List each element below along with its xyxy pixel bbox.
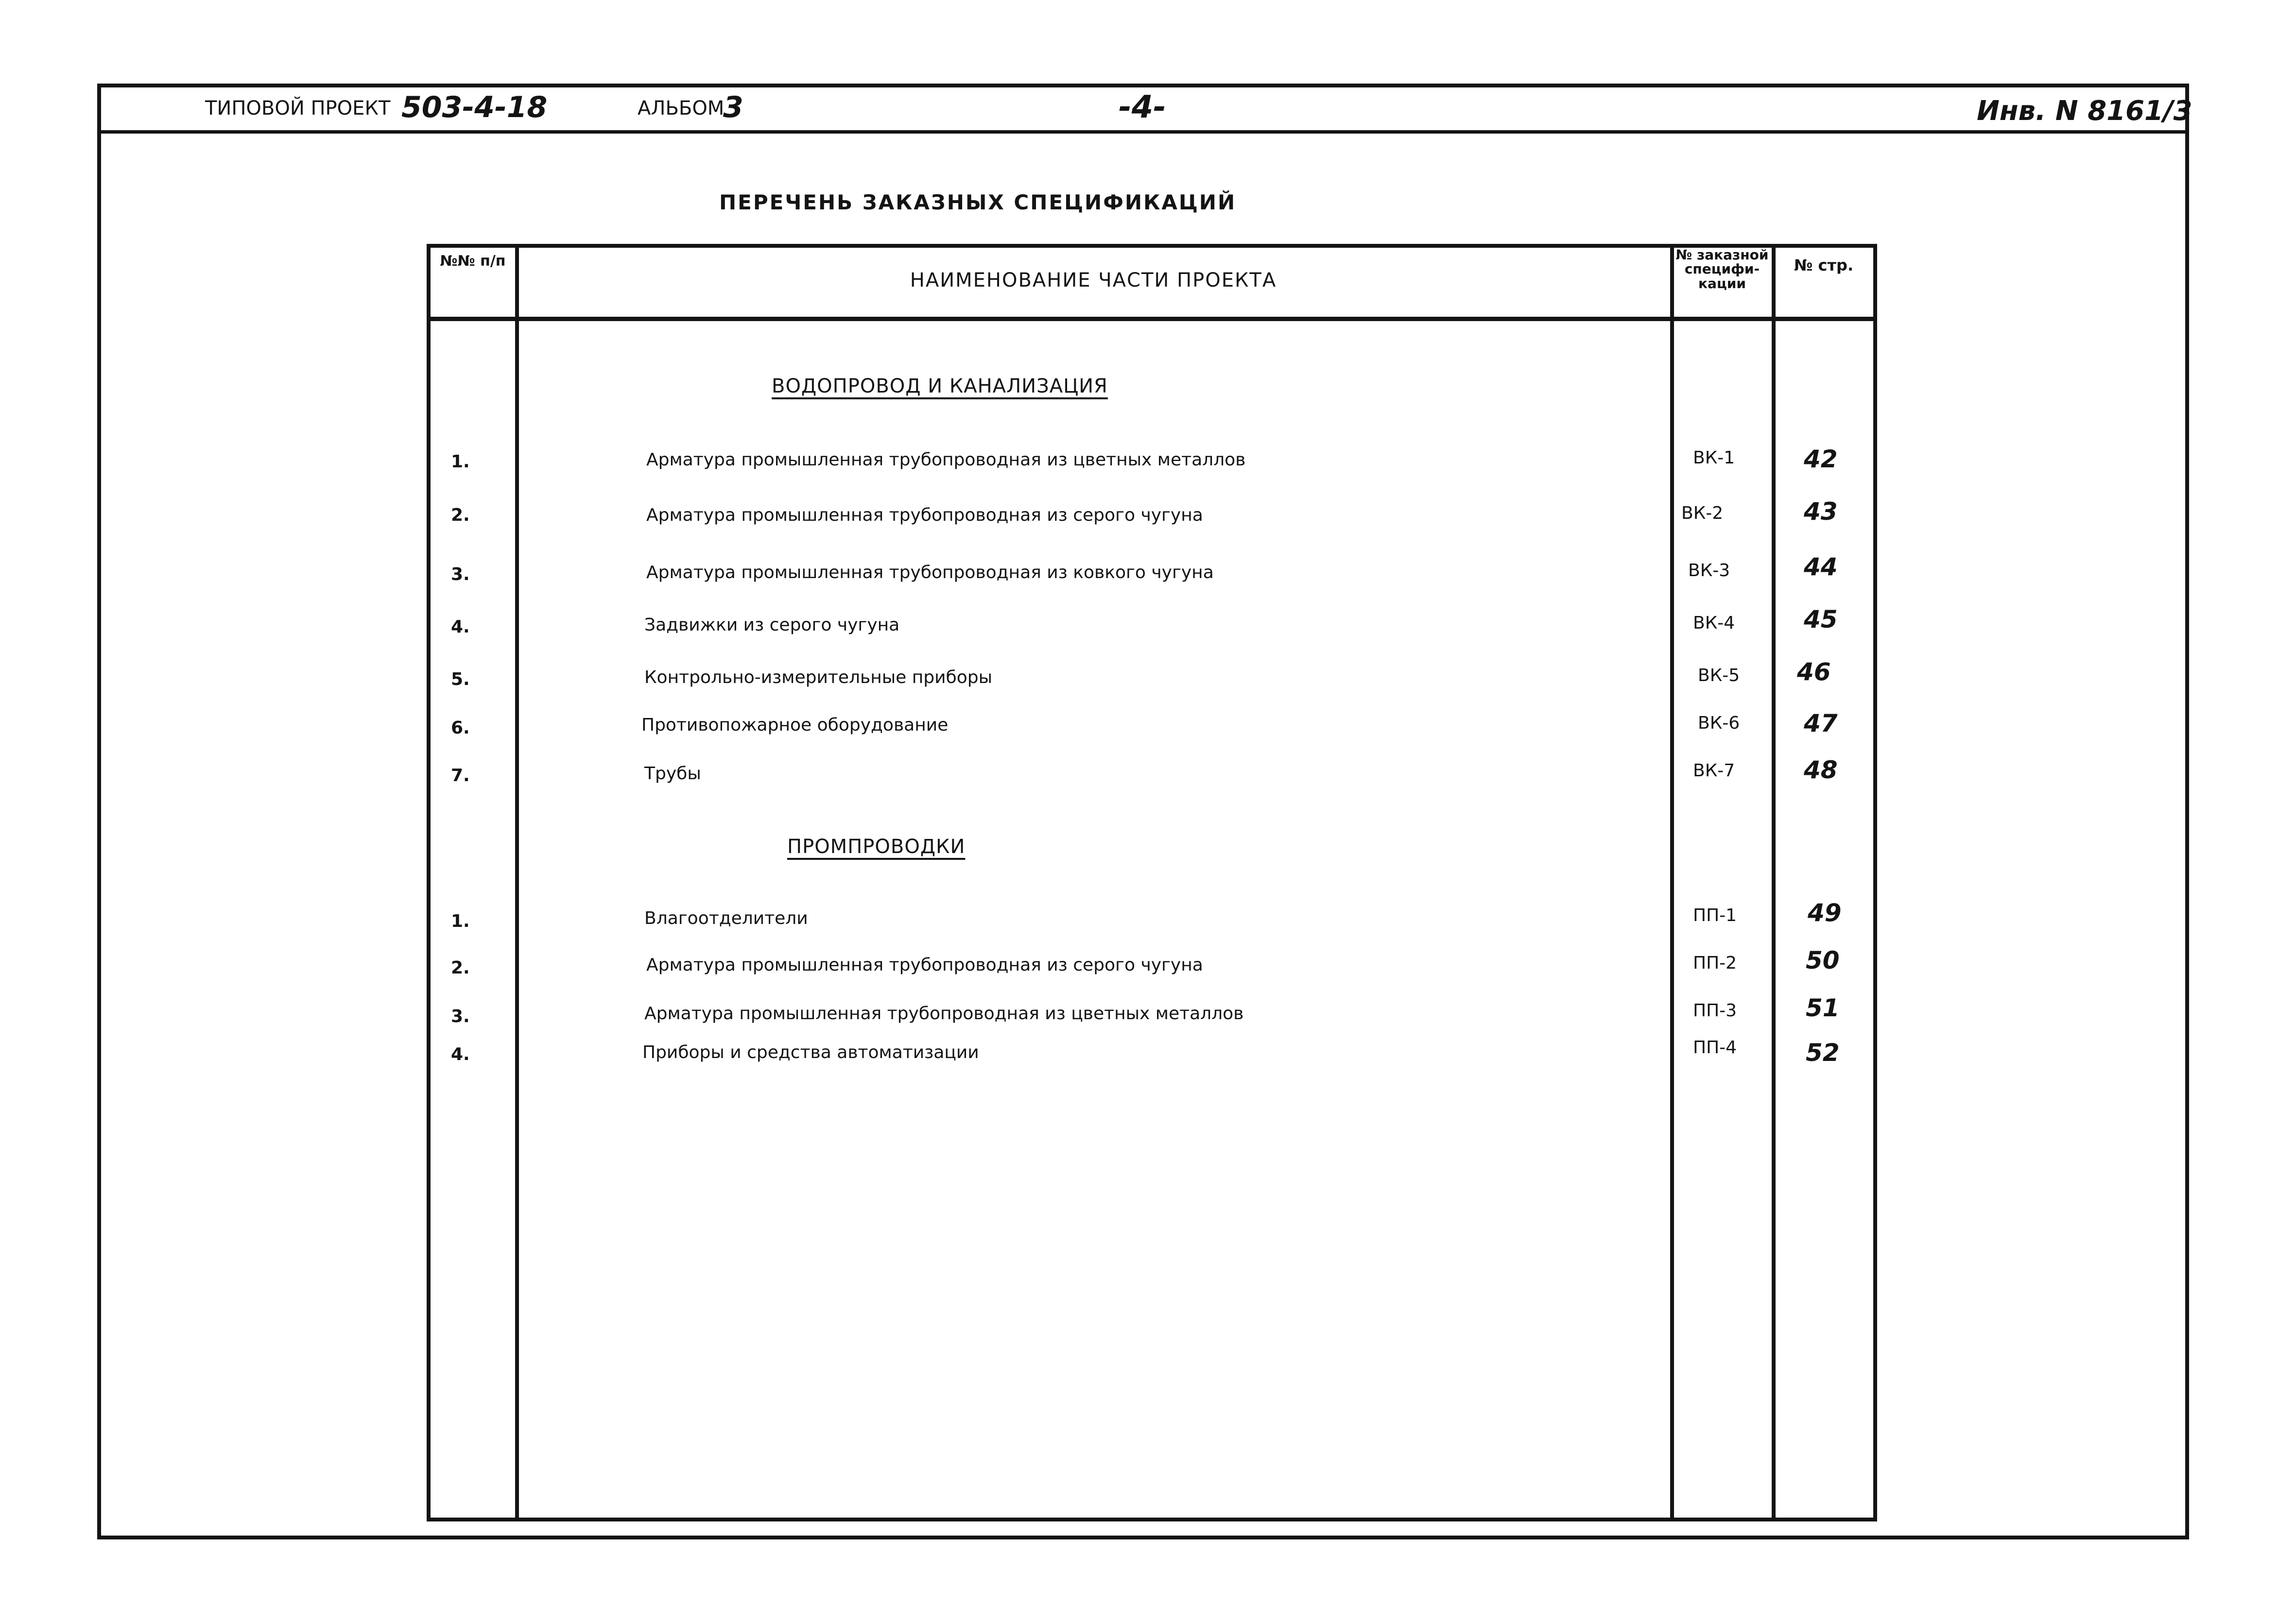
- specifications-table: [427, 244, 1877, 1521]
- row-page: 49: [1808, 899, 1842, 927]
- row-spec: ПП-1: [1693, 906, 1737, 925]
- row-spec: ВК-7: [1693, 761, 1735, 781]
- row-spec: ВК-3: [1688, 561, 1730, 581]
- row-name: Трубы: [644, 764, 701, 784]
- row-name: Арматура промышленная трубопроводная из серого чугуна: [646, 955, 1203, 975]
- row-page: 42: [1804, 445, 1838, 473]
- row-spec: ВК-1: [1693, 448, 1735, 468]
- row-spec: ВК-6: [1698, 713, 1740, 733]
- row-number: 2.: [451, 958, 470, 978]
- row-spec: ВК-4: [1693, 613, 1735, 633]
- row-name: Арматура промышленная трубопроводная из цветных металлов: [646, 450, 1246, 470]
- column-divider: [1670, 244, 1674, 1521]
- row-page: 44: [1804, 553, 1838, 581]
- project-number: 503-4-18: [401, 90, 548, 124]
- row-name: Арматура промышленная трубопроводная из серого чугуна: [646, 505, 1203, 525]
- header-row-divider: [427, 317, 1877, 321]
- header-divider: [97, 130, 2189, 134]
- row-number: 3.: [451, 1007, 470, 1026]
- row-spec: ВК-5: [1698, 666, 1740, 685]
- row-page: 52: [1806, 1039, 1840, 1067]
- row-number: 6.: [451, 718, 470, 738]
- row-number: 7.: [451, 766, 470, 786]
- row-number: 4.: [451, 1044, 470, 1064]
- section-title: ПРОМПРОВОДКИ: [787, 836, 966, 858]
- row-name: Приборы и средства автоматизации: [642, 1042, 979, 1062]
- row-page: 50: [1806, 946, 1840, 974]
- header-page: № стр.: [1794, 256, 1854, 274]
- row-name: Арматура промышленная трубопроводная из цветных металлов: [644, 1004, 1244, 1024]
- row-name: Контрольно-измерительные приборы: [644, 667, 993, 687]
- album-label: АЛЬБОМ: [638, 97, 725, 120]
- row-page: 43: [1804, 497, 1838, 526]
- row-number: 3.: [451, 564, 470, 584]
- album-number: 3: [723, 90, 743, 124]
- project-label: ТИПОВОЙ ПРОЕКТ: [205, 97, 391, 120]
- row-page: 48: [1804, 756, 1838, 784]
- row-spec: ПП-4: [1693, 1038, 1737, 1058]
- page-number: -4-: [1119, 89, 1166, 125]
- section-title: ВОДОПРОВОД И КАНАЛИЗАЦИЯ: [772, 375, 1108, 397]
- row-spec: ВК-2: [1681, 503, 1724, 523]
- row-page: 47: [1804, 709, 1838, 737]
- row-name: Арматура промышленная трубопроводная из ковкого чугуна: [646, 563, 1214, 582]
- header-name: НАИМЕНОВАНИЕ ЧАСТИ ПРОЕКТА: [910, 269, 1277, 291]
- row-name: Противопожарное оборудование: [641, 715, 949, 735]
- row-spec: ПП-3: [1693, 1001, 1737, 1021]
- row-page: 46: [1797, 658, 1831, 686]
- header-number: №№ п/п: [440, 253, 506, 270]
- header-spec: № заказной специфи- кации: [1675, 247, 1769, 291]
- column-divider: [515, 244, 519, 1521]
- row-number: 5.: [451, 669, 470, 689]
- row-number: 1.: [451, 911, 470, 931]
- row-name: Влагоотделители: [644, 908, 808, 928]
- row-number: 4.: [451, 617, 470, 637]
- column-divider: [1772, 244, 1776, 1521]
- inventory-number: Инв. N 8161/3: [1977, 95, 2192, 127]
- row-number: 1.: [451, 452, 470, 472]
- document-title: ПЕРЕЧЕНЬ ЗАКАЗНЫХ СПЕЦИФИКАЦИЙ: [719, 190, 1237, 214]
- row-spec: ПП-2: [1693, 953, 1737, 973]
- row-name: Задвижки из серого чугуна: [644, 615, 900, 635]
- row-number: 2.: [451, 505, 470, 525]
- row-page: 51: [1806, 994, 1840, 1022]
- row-page: 45: [1804, 605, 1838, 633]
